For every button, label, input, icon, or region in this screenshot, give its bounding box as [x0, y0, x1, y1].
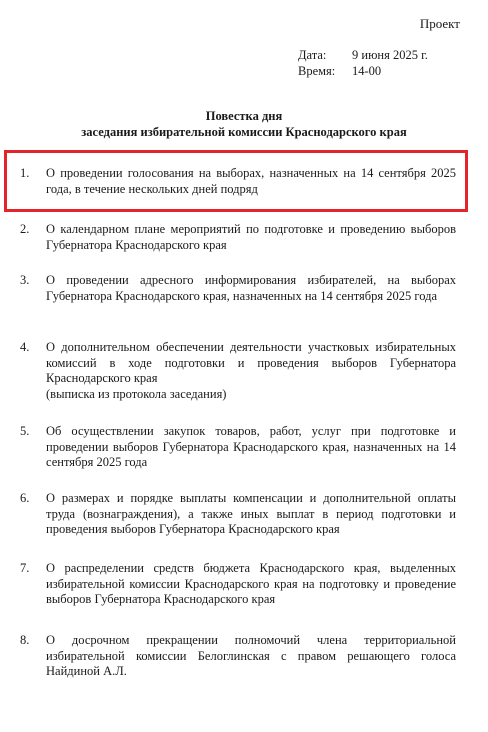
agenda-title-line1: Повестка дня: [205, 109, 283, 123]
date-label: Дата:: [298, 48, 327, 62]
item-text: О проведении адресного информирования избирателей, на выборах Губернатора Краснодарского края, назначенных на 14 сентября 2025 года: [46, 273, 456, 303]
agenda-item-2: [20, 222, 456, 253]
item-text: О досрочном прекращении полномочий члена территориальной избирательной комиссии Белоглинская с правом решающего голоса Найдиной А.Л.: [46, 633, 456, 678]
time-label: Время:: [298, 64, 336, 78]
meeting-meta: [298, 47, 428, 79]
date-value: 9 июня 2025 г.: [352, 48, 428, 62]
time-value: 14-00: [352, 64, 382, 78]
item-number: 7.: [20, 561, 30, 575]
item-text: О дополнительном обеспечении деятельности участковых избирательных комиссий в ходе подготовки и проведения выборов Губернатора Краснодарского края: [46, 340, 456, 385]
agenda-item-4: [20, 340, 456, 402]
item-note: (выписка из протокола заседания): [46, 386, 227, 401]
item-number: 6.: [20, 491, 30, 505]
draft-label: Проект: [419, 16, 460, 31]
agenda-item-5: [20, 424, 456, 471]
item-number: 5.: [20, 424, 30, 438]
agenda-item-1: [20, 166, 456, 197]
item-text: О проведении голосования на выборах, назначенных на 14 сентября 2025 года, в течение нескольких дней подряд: [46, 166, 456, 196]
agenda-item-6: [20, 491, 456, 538]
item-number: 8.: [20, 633, 30, 647]
item-text: Об осуществлении закупок товаров, работ, услуг при подготовке и проведении выборов Губернатора Краснодарского края, назначенных на 14 сентября 2025 года: [46, 424, 456, 469]
item-number: 1.: [20, 166, 30, 180]
item-text: О календарном плане мероприятий по подготовке и проведению выборов Губернатора Краснодарского края: [46, 222, 456, 252]
item-text: О распределении средств бюджета Краснодарского края, выделенных избирательной комиссии Краснодарского края на подготовку и проведение выборов Губернатора Краснодарского края: [46, 561, 456, 606]
item-number: 4.: [20, 340, 30, 354]
item-text: О размерах и порядке выплаты компенсации и дополнительной оплаты труда (вознаграждения), а также иных выплат в период подготовки и проведения выборов Губернатора Краснодарского края: [46, 491, 456, 536]
agenda-item-8: [20, 633, 456, 680]
agenda-item-7: [20, 561, 456, 608]
item-number: 2.: [20, 222, 30, 236]
agenda-item-3: [20, 273, 456, 304]
agenda-title-line2: заседания избирательной комиссии Краснодарского края: [81, 125, 407, 139]
agenda-title: [0, 108, 488, 140]
item-number: 3.: [20, 273, 30, 287]
